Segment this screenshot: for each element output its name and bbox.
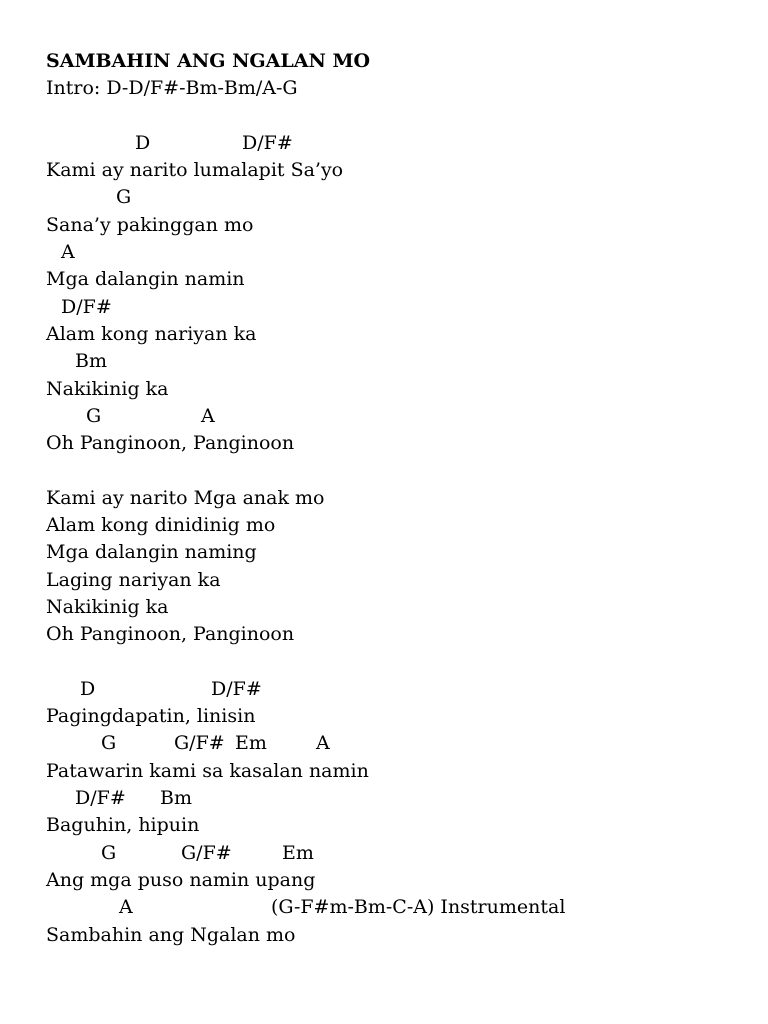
chord-sheet: [46, 48, 746, 949]
verse1-chord-row-3: [46, 239, 746, 266]
chord: G: [101, 732, 117, 755]
chorus-lyric-2: Patawarin kami sa kasalan namin: [46, 759, 369, 782]
verse2-lyric: Oh Panginoon, Panginoon: [46, 623, 295, 646]
verse1-lyric-4: Alam kong nariyan ka: [46, 322, 257, 345]
chord: A: [316, 732, 330, 755]
chord: D/F#: [61, 295, 112, 318]
verse1-chord-row-4: [46, 294, 746, 321]
chord: D: [80, 677, 96, 700]
chorus-lyric-4: Ang mga puso namin upang: [46, 868, 316, 891]
verse1-lyric-2: Sana’y pakinggan mo: [46, 213, 254, 236]
chorus-lyric-3: Baguhin, hipuin: [46, 814, 200, 837]
chord: A: [201, 404, 215, 427]
chord: D/F#: [211, 677, 262, 700]
verse1-lyric-6: Oh Panginoon, Panginoon: [46, 432, 295, 455]
chorus-chord-row-5: [46, 894, 746, 921]
verse1-lyric-1: Kami ay narito lumalapit Sa’yo: [46, 159, 344, 182]
chorus-chord-row-3: [46, 785, 746, 812]
chord: A: [61, 241, 75, 264]
chord: G: [116, 186, 132, 209]
verse1-chord-row-5: [46, 348, 746, 375]
verse2-lyric: Kami ay narito Mga anak mo: [46, 486, 325, 509]
chord: D: [135, 131, 151, 154]
chord: G: [86, 404, 102, 427]
verse2-lyric: Mga dalangin naming: [46, 541, 257, 564]
song-title: SAMBAHIN ANG NGALAN MO: [46, 50, 371, 72]
chorus-lyric-1: Pagingdapatin, linisin: [46, 705, 256, 728]
chorus-chord-row-2: [46, 730, 746, 757]
verse2-lyric: Nakikinig ka: [46, 595, 169, 618]
blank-line: [46, 649, 746, 676]
blank-line: [46, 103, 746, 130]
instrumental-note: (G-F#m-Bm-C-A) Instrumental: [271, 896, 566, 919]
chord: Bm: [160, 787, 192, 810]
verse1-lyric-3: Mga dalangin namin: [46, 268, 245, 291]
chord: G: [101, 841, 117, 864]
chorus-chord-row-1: [46, 676, 746, 703]
chorus-lyric-5: Sambahin ang Ngalan mo: [46, 923, 296, 946]
chord: Em: [235, 732, 267, 755]
chord: G/F#: [181, 841, 232, 864]
verse1-chord-row-1: [46, 130, 746, 157]
chord: Em: [282, 841, 314, 864]
chord: D/F#: [242, 131, 293, 154]
chord: A: [119, 896, 133, 919]
verse2-lyric: Laging nariyan ka: [46, 568, 221, 591]
verse1-lyric-5: Nakikinig ka: [46, 377, 169, 400]
verse2-lyric: Alam kong dinidinig mo: [46, 514, 276, 537]
verse1-chord-row-2: [46, 184, 746, 211]
chorus-chord-row-4: [46, 840, 746, 867]
chord: G/F#: [174, 732, 225, 755]
verse1-chord-row-6: [46, 403, 746, 430]
chord: Bm: [75, 350, 107, 373]
chord: D/F#: [75, 787, 126, 810]
blank-line: [46, 457, 746, 484]
intro-line: Intro: D-D/F#-Bm-Bm/A-G: [46, 77, 298, 100]
